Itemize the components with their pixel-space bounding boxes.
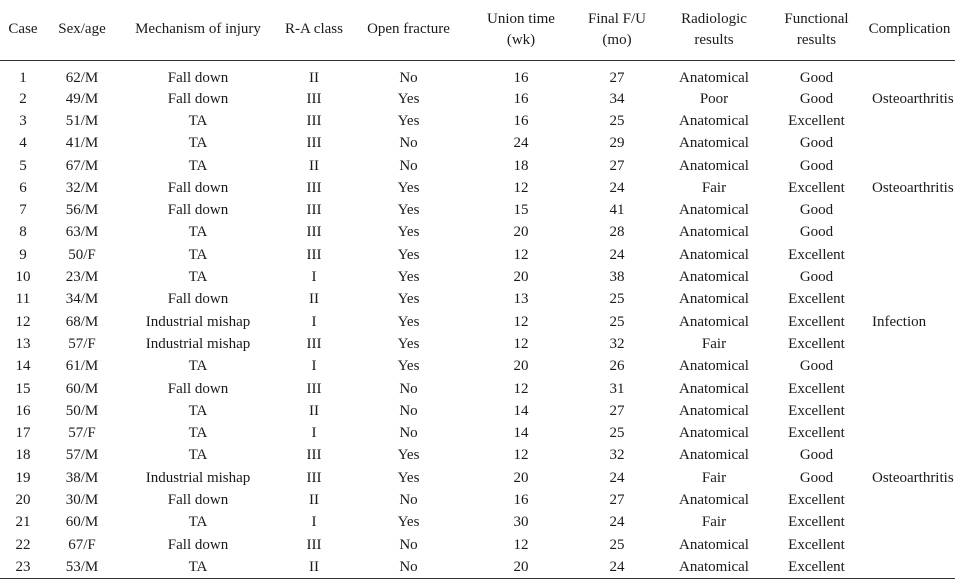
cell-functional: Excellent	[788, 112, 845, 129]
cell-case: 14	[15, 358, 31, 375]
cell-final-fu: 32	[609, 447, 625, 464]
table-row	[0, 333, 955, 355]
cell-complication	[864, 221, 955, 243]
table-row	[0, 177, 955, 199]
cell-sex-age: 62/M	[65, 69, 99, 86]
cell-open-fracture: Yes	[397, 246, 420, 263]
cell-complication	[864, 199, 955, 221]
cell-mechanism: TA	[188, 358, 208, 375]
header-radiologic: Radiologic results	[659, 0, 769, 60]
cell-complication	[864, 60, 955, 88]
cell-complication	[864, 266, 955, 288]
cell-union-time: 12	[513, 447, 529, 464]
cell-radiologic: Fair	[701, 179, 727, 196]
cell-functional: Good	[799, 269, 834, 286]
cell-union-time: 14	[513, 425, 529, 442]
cell-functional: Good	[799, 135, 834, 152]
table-row	[0, 467, 955, 489]
cell-radiologic: Poor	[699, 90, 729, 107]
cell-open-fracture: Yes	[397, 313, 420, 330]
cell-complication: Osteoarthritis	[872, 179, 954, 196]
cell-final-fu: 28	[609, 224, 625, 241]
cell-final-fu: 25	[609, 313, 625, 330]
header-union-time: Union time (wk)	[467, 0, 575, 60]
cell-mechanism: TA	[188, 425, 208, 442]
header-final-fu: Final F/U (mo)	[575, 0, 659, 60]
cell-final-fu: 27	[609, 157, 625, 174]
cell-functional: Good	[799, 358, 834, 375]
cell-case: 18	[15, 447, 31, 464]
cell-sex-age: 63/M	[65, 224, 99, 241]
cell-radiologic: Fair	[701, 469, 727, 486]
cell-case: 21	[15, 514, 31, 531]
cell-open-fracture: Yes	[397, 269, 420, 286]
cell-complication	[864, 132, 955, 154]
cell-open-fracture: Yes	[397, 179, 420, 196]
cell-radiologic: Anatomical	[679, 135, 749, 152]
cell-mechanism: Fall down	[167, 90, 229, 107]
table-row	[0, 60, 955, 88]
cell-complication: Infection	[872, 313, 927, 330]
cell-case: 23	[0, 556, 46, 578]
cell-final-fu: 24	[609, 179, 625, 196]
cell-sex-age: 50/M	[65, 402, 99, 419]
cell-final-fu: 25	[609, 112, 625, 129]
cell-final-fu: 27	[609, 69, 625, 86]
cell-radiologic: Anatomical	[659, 556, 769, 578]
cell-complication	[864, 533, 955, 555]
cell-union-time: 13	[513, 291, 529, 308]
cell-case: 20	[15, 491, 31, 508]
cell-complication	[864, 556, 955, 578]
cell-functional: Excellent	[788, 402, 845, 419]
table-row	[0, 244, 955, 266]
cell-mechanism: Fall down	[167, 69, 229, 86]
cell-radiologic: Anatomical	[679, 491, 749, 508]
cell-union-time: 20	[513, 358, 529, 375]
cell-open-fracture: Yes	[397, 90, 420, 107]
cell-sex-age: 30/M	[65, 491, 99, 508]
cell-case: 17	[15, 425, 31, 442]
cell-functional: Good	[799, 447, 834, 464]
cell-radiologic: Anatomical	[679, 313, 749, 330]
cell-union-time: 20	[513, 469, 529, 486]
cell-union-time: 30	[513, 514, 529, 531]
cell-functional: Excellent	[788, 179, 845, 196]
cell-functional: Excellent	[788, 425, 845, 442]
cell-mechanism: TA	[188, 157, 208, 174]
cell-radiologic: Anatomical	[679, 358, 749, 375]
cell-case: 7	[19, 202, 27, 219]
cell-open-fracture: No	[399, 536, 418, 553]
cell-mechanism: TA	[188, 269, 208, 286]
cell-case: 4	[19, 135, 27, 152]
table-row	[0, 310, 955, 332]
cell-mechanism: TA	[188, 224, 208, 241]
cell-sex-age: 67/F	[68, 536, 96, 553]
cell-radiologic: Anatomical	[679, 246, 749, 263]
cell-final-fu: 24	[575, 556, 659, 578]
cell-case: 13	[15, 335, 31, 352]
cell-ra-class: III	[306, 335, 322, 352]
cell-final-fu: 25	[609, 291, 625, 308]
cell-ra-class: II	[309, 157, 319, 174]
table-row	[0, 288, 955, 310]
cell-union-time: 12	[513, 335, 529, 352]
cell-final-fu: 25	[609, 536, 625, 553]
cell-complication: Osteoarthritis	[872, 469, 954, 486]
cell-final-fu: 24	[609, 246, 625, 263]
cell-sex-age: 23/M	[65, 269, 99, 286]
cell-ra-class: II	[309, 291, 319, 308]
cell-radiologic: Anatomical	[679, 112, 749, 129]
cell-sex-age: 56/M	[65, 202, 99, 219]
cell-open-fracture: Yes	[397, 447, 420, 464]
cell-mechanism: Fall down	[167, 491, 229, 508]
cell-open-fracture: No	[350, 556, 467, 578]
cell-case: 11	[15, 291, 31, 308]
cell-functional: Excellent	[788, 491, 845, 508]
cell-case: 16	[15, 402, 31, 419]
cell-functional: Good	[799, 224, 834, 241]
cell-ra-class: II	[309, 402, 319, 419]
cell-functional: Excellent	[788, 536, 845, 553]
cell-case: 8	[19, 224, 27, 241]
header-row	[0, 0, 955, 60]
cell-ra-class: III	[306, 135, 322, 152]
cell-sex-age: 49/M	[65, 90, 99, 107]
cell-radiologic: Fair	[701, 335, 727, 352]
table-row	[0, 511, 955, 533]
cell-open-fracture: No	[399, 157, 418, 174]
table-row	[0, 199, 955, 221]
header-mechanism: Mechanism of injury	[118, 0, 278, 60]
cell-radiologic: Anatomical	[679, 202, 749, 219]
table-row	[0, 422, 955, 444]
cell-functional: Excellent	[769, 556, 864, 578]
cell-final-fu: 38	[609, 269, 625, 286]
cell-sex-age: 57/F	[68, 425, 96, 442]
cell-ra-class: III	[306, 536, 322, 553]
cell-open-fracture: Yes	[397, 335, 420, 352]
cell-mechanism: TA	[188, 112, 208, 129]
cell-open-fracture: No	[399, 380, 418, 397]
cell-radiologic: Anatomical	[679, 380, 749, 397]
cell-final-fu: 27	[609, 402, 625, 419]
cell-sex-age: 57/F	[68, 335, 96, 352]
table-row	[0, 400, 955, 422]
cell-final-fu: 24	[609, 469, 625, 486]
cell-functional: Excellent	[788, 291, 845, 308]
cell-complication	[864, 110, 955, 132]
cell-sex-age: 68/M	[65, 313, 99, 330]
table-row	[0, 88, 955, 110]
table-row	[0, 154, 955, 176]
cell-mechanism: Industrial mishap	[145, 469, 251, 486]
cell-radiologic: Anatomical	[679, 425, 749, 442]
cell-complication	[864, 444, 955, 466]
cell-union-time: 16	[513, 112, 529, 129]
table-row	[0, 489, 955, 511]
cell-final-fu: 24	[609, 514, 625, 531]
cell-case: 1	[19, 69, 27, 86]
header-case: Case	[0, 0, 46, 60]
table-row	[0, 110, 955, 132]
cell-case: 9	[19, 246, 27, 263]
cell-radiologic: Anatomical	[679, 536, 749, 553]
cell-case: 15	[15, 380, 31, 397]
cell-functional: Good	[799, 157, 834, 174]
cell-open-fracture: Yes	[397, 291, 420, 308]
cell-open-fracture: Yes	[397, 469, 420, 486]
table-row	[0, 355, 955, 377]
cell-final-fu: 25	[609, 425, 625, 442]
cell-sex-age: 38/M	[65, 469, 99, 486]
cell-union-time: 24	[513, 135, 529, 152]
cell-mechanism: TA	[188, 246, 208, 263]
cell-ra-class: III	[306, 447, 322, 464]
cell-ra-class: II	[309, 69, 319, 86]
cell-radiologic: Anatomical	[679, 447, 749, 464]
cell-union-time: 12	[513, 313, 529, 330]
cell-mechanism: Industrial mishap	[145, 335, 251, 352]
cell-sex-age: 60/M	[65, 380, 99, 397]
cell-case: 22	[15, 536, 31, 553]
cell-open-fracture: No	[399, 402, 418, 419]
header-open-fracture: Open fracture	[350, 0, 467, 60]
cell-open-fracture: Yes	[397, 514, 420, 531]
cell-final-fu: 31	[609, 380, 625, 397]
cell-mechanism: TA	[188, 135, 208, 152]
cell-union-time: 12	[513, 246, 529, 263]
cell-radiologic: Fair	[701, 514, 727, 531]
cell-complication	[864, 154, 955, 176]
cell-mechanism: Fall down	[167, 179, 229, 196]
cell-final-fu: 27	[609, 491, 625, 508]
cell-sex-age: 51/M	[65, 112, 99, 129]
cell-ra-class: III	[306, 179, 322, 196]
cell-radiologic: Anatomical	[679, 402, 749, 419]
cell-union-time: 16	[513, 69, 529, 86]
cell-union-time: 14	[513, 402, 529, 419]
header-ra-class: R-A class	[278, 0, 350, 60]
cell-complication	[864, 377, 955, 399]
cell-union-time: 18	[513, 157, 529, 174]
cell-ra-class: III	[306, 224, 322, 241]
cell-ra-class: I	[311, 514, 317, 531]
table-row	[0, 221, 955, 243]
cell-union-time: 16	[513, 491, 529, 508]
cell-open-fracture: No	[399, 425, 418, 442]
cell-complication	[864, 244, 955, 266]
cell-functional: Good	[799, 69, 834, 86]
cell-sex-age: 53/M	[46, 556, 118, 578]
cell-case: 3	[19, 112, 27, 129]
cell-radiologic: Anatomical	[679, 157, 749, 174]
cell-radiologic: Anatomical	[679, 224, 749, 241]
cell-sex-age: 32/M	[65, 179, 99, 196]
cell-sex-age: 67/M	[65, 157, 99, 174]
table-row	[0, 533, 955, 555]
cell-ra-class: I	[311, 313, 317, 330]
cell-open-fracture: Yes	[397, 358, 420, 375]
table-row	[0, 132, 955, 154]
cell-ra-class: I	[311, 269, 317, 286]
cell-ra-class: III	[306, 246, 322, 263]
cell-union-time: 20	[467, 556, 575, 578]
cell-sex-age: 41/M	[65, 135, 99, 152]
cell-ra-class: III	[306, 380, 322, 397]
header-complication: Complication	[864, 0, 955, 60]
cell-ra-class: III	[306, 202, 322, 219]
cell-radiologic: Anatomical	[679, 269, 749, 286]
cell-case: 19	[15, 469, 31, 486]
cell-ra-class: III	[306, 112, 322, 129]
cell-open-fracture: Yes	[397, 202, 420, 219]
table-row	[0, 377, 955, 399]
cell-functional: Excellent	[788, 514, 845, 531]
cell-mechanism: Fall down	[167, 536, 229, 553]
cell-complication	[864, 422, 955, 444]
cell-ra-class: I	[311, 425, 317, 442]
cell-open-fracture: No	[399, 69, 418, 86]
cell-functional: Excellent	[788, 246, 845, 263]
cell-ra-class: II	[278, 556, 350, 578]
cell-functional: Good	[799, 469, 834, 486]
cell-open-fracture: No	[399, 135, 418, 152]
table-row	[0, 556, 955, 578]
cell-complication	[864, 288, 955, 310]
cell-final-fu: 29	[609, 135, 625, 152]
cell-mechanism: TA	[118, 556, 278, 578]
cell-sex-age: 34/M	[65, 291, 99, 308]
cell-functional: Good	[799, 202, 834, 219]
cell-mechanism: Fall down	[167, 202, 229, 219]
cell-complication	[864, 400, 955, 422]
cell-ra-class: III	[306, 90, 322, 107]
cell-case: 6	[19, 179, 27, 196]
cell-radiologic: Anatomical	[679, 291, 749, 308]
cell-ra-class: III	[306, 469, 322, 486]
cell-complication	[864, 511, 955, 533]
cell-case: 5	[19, 157, 27, 174]
cell-open-fracture: Yes	[397, 112, 420, 129]
table-row	[0, 444, 955, 466]
cell-final-fu: 34	[609, 90, 625, 107]
cell-union-time: 12	[513, 536, 529, 553]
cell-final-fu: 41	[609, 202, 625, 219]
cell-ra-class: I	[311, 358, 317, 375]
header-sex-age: Sex/age	[46, 0, 118, 60]
cell-complication: Osteoarthritis	[872, 90, 954, 107]
cell-complication	[864, 489, 955, 511]
cell-functional: Excellent	[788, 313, 845, 330]
cell-sex-age: 50/F	[68, 246, 96, 263]
cell-mechanism: TA	[188, 514, 208, 531]
header-functional: Functional results	[769, 0, 864, 60]
cell-complication	[864, 355, 955, 377]
cell-case: 10	[15, 269, 31, 286]
cell-ra-class: II	[309, 491, 319, 508]
cell-union-time: 20	[513, 269, 529, 286]
cell-mechanism: TA	[188, 402, 208, 419]
cell-union-time: 15	[513, 202, 529, 219]
cell-union-time: 12	[513, 179, 529, 196]
cell-mechanism: Fall down	[167, 291, 229, 308]
table-row	[0, 266, 955, 288]
cell-union-time: 16	[513, 90, 529, 107]
cell-functional: Good	[799, 90, 834, 107]
cell-open-fracture: Yes	[397, 224, 420, 241]
cell-mechanism: Industrial mishap	[145, 313, 251, 330]
cell-sex-age: 57/M	[65, 447, 99, 464]
cell-complication	[864, 333, 955, 355]
cell-mechanism: TA	[188, 447, 208, 464]
cell-functional: Excellent	[788, 380, 845, 397]
table-body	[0, 60, 955, 578]
cell-case: 2	[19, 90, 27, 107]
cell-functional: Excellent	[788, 335, 845, 352]
cell-open-fracture: No	[399, 491, 418, 508]
cell-final-fu: 26	[609, 358, 625, 375]
cell-case: 12	[15, 313, 31, 330]
cell-union-time: 20	[513, 224, 529, 241]
cell-final-fu: 32	[609, 335, 625, 352]
cell-radiologic: Anatomical	[679, 69, 749, 86]
cell-mechanism: Fall down	[167, 380, 229, 397]
cell-sex-age: 60/M	[65, 514, 99, 531]
cell-sex-age: 61/M	[65, 358, 99, 375]
cell-union-time: 12	[513, 380, 529, 397]
